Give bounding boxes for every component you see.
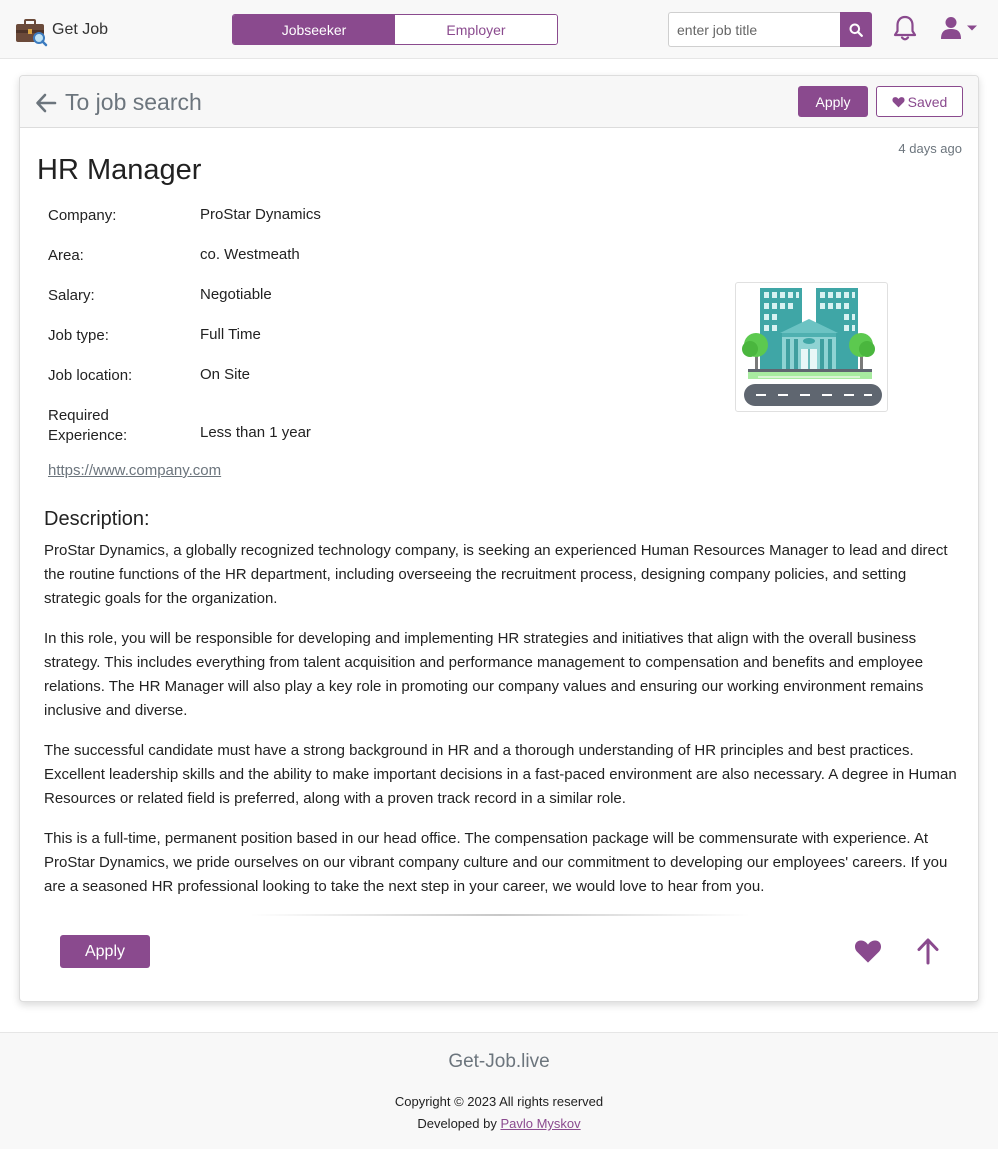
user-icon — [940, 16, 962, 40]
posted-time: 4 days ago — [898, 141, 962, 156]
detail-label: Area: — [48, 247, 84, 264]
company-website-link[interactable]: https://www.company.com — [48, 462, 222, 479]
detail-label: Job location: — [48, 367, 133, 384]
company-logo — [735, 282, 888, 412]
segment-employer[interactable]: Employer — [395, 15, 557, 44]
detail-label: Required Experience: — [48, 407, 128, 444]
detail-row-salary — [48, 286, 448, 326]
description-paragraph: This is a full-time, permanent position based in our head office. The compensation package will be commensurate with experience. At ProStar Dynamics, we pride ourselves on our vibrant company culture and our commitment to developing our employees' careers. If you are a seasoned HR professional looking to take the next step in your career, we would love to hear from you. — [44, 830, 948, 895]
description-title: Description: — [44, 508, 150, 530]
footer-developer — [0, 1116, 998, 1131]
apply-button-bottom[interactable]: Apply — [60, 935, 150, 968]
arrow-up-icon — [915, 937, 941, 965]
user-menu-button[interactable] — [940, 14, 980, 42]
detail-value: Full Time — [200, 326, 261, 343]
scroll-top-button[interactable] — [915, 937, 941, 965]
caret-down-icon — [966, 24, 978, 32]
detail-label: Salary: — [48, 287, 95, 304]
heart-icon — [892, 96, 905, 108]
segment-jobseeker[interactable]: Jobseeker — [233, 15, 395, 44]
back-to-search-link[interactable] — [35, 89, 202, 116]
save-job-button[interactable] — [854, 938, 882, 964]
detail-label: Job type: — [48, 327, 109, 344]
search-icon — [849, 23, 863, 37]
office-building-icon — [736, 283, 887, 411]
brand-link[interactable] — [14, 15, 108, 47]
footer — [0, 1032, 998, 1149]
detail-row-company — [48, 206, 448, 246]
saved-label: Saved — [907, 93, 948, 110]
search-button[interactable] — [840, 12, 872, 47]
footer-copyright: Copyright © 2023 All rights reserved — [394, 1094, 604, 1109]
description-paragraph: In this role, you will be responsible for developing and implementing HR strategies and initiatives that align with the overall business strategy. This includes everything from talent acquisition and performance management to compensation and benefits and employee relations. The HR Manager will also play a key role in promoting our company values and ensuring our working environment remains inclusive and diverse. — [44, 630, 924, 719]
description-paragraph: ProStar Dynamics, a globally recognized technology company, is seeking an experienced Human Resources Manager to lead and direct the routine functions of the HR department, including overseeing the recruitment process, designing company policies, and setting strategic goals for the organization. — [44, 542, 948, 607]
briefcase-search-icon — [14, 15, 48, 47]
brand-name: Get Job — [52, 21, 109, 38]
search-input[interactable] — [668, 12, 840, 47]
detail-value: On Site — [200, 366, 251, 383]
job-description — [44, 539, 959, 915]
notifications-button[interactable] — [892, 14, 918, 42]
apply-button-top[interactable]: Apply — [798, 86, 868, 117]
developer-link[interactable]: Pavlo Myskov — [500, 1116, 581, 1131]
footer-brand: Get-Job.live — [448, 1051, 550, 1072]
detail-row-job-type — [48, 326, 448, 366]
saved-button[interactable] — [876, 86, 963, 117]
heart-icon — [854, 938, 882, 964]
card-header — [20, 76, 978, 128]
detail-label: Company: — [48, 207, 117, 224]
description-paragraph: The successful candidate must have a strong background in HR and a thorough understanding of HR principles and best practices. Excellent leadership skills and the ability to make important decisions in a fast-paced environment are also necessary. A degree in Human Resources or related field is preferred, along with a proven track record in a similar role. — [44, 742, 957, 807]
bell-icon — [892, 14, 918, 42]
detail-value: co. Westmeath — [200, 246, 300, 263]
job-card — [19, 75, 979, 1002]
job-search — [668, 12, 872, 47]
job-details — [48, 206, 448, 464]
detail-value: ProStar Dynamics — [200, 206, 321, 223]
job-title: HR Manager — [37, 154, 202, 186]
detail-row-job-location — [48, 366, 448, 406]
detail-row-area — [48, 246, 448, 286]
back-label: To job search — [65, 89, 202, 115]
detail-row-experience — [48, 406, 448, 464]
developed-by-label: Developed by — [417, 1116, 497, 1131]
detail-value: Negotiable — [200, 286, 272, 303]
detail-value: Less than 1 year — [200, 424, 311, 441]
role-switcher — [232, 14, 558, 45]
arrow-left-icon — [35, 92, 57, 114]
divider — [250, 914, 750, 916]
navbar — [0, 0, 998, 59]
